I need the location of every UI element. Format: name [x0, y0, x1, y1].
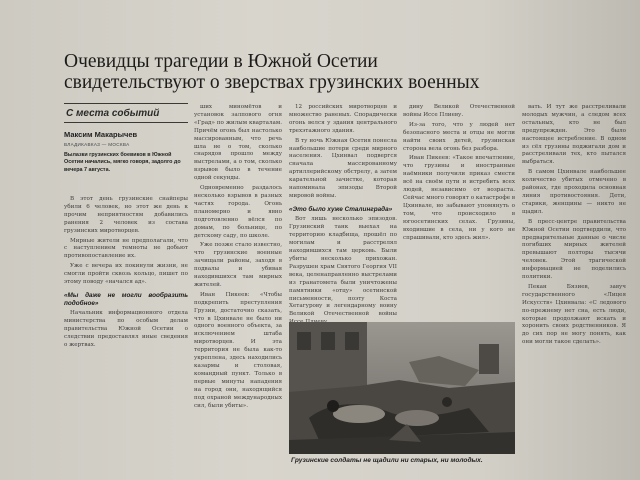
- paragraph: вать. И тут же расстреливали молодых мужчин, а следом всех остальных, кто не был предупрежден. Это было настоящее истребление. В одном из сёл грузины поджигали дом и расстреливали тех, кто пытался выбраться.: [522, 104, 626, 166]
- rule-top: [64, 103, 188, 104]
- paragraph: В самом Цхинвале наибольшее количество убитых отмечено в районах, где проходила основная линия противостояния. Дети, старики, женщины — никто не щадил.: [522, 169, 626, 215]
- column-1: [64, 196, 188, 480]
- author-name: Максим Макарычев: [64, 130, 138, 139]
- paragraph: Мирные жители не предполагали, что с наступлением темноты не добьют противопоставление их.: [64, 237, 188, 260]
- paragraph: Одновременно раздалось несколько взрывов в разных частях города. Огонь планомерно и явно подготовленно вёлся по домам, по больнице, по детскому саду, по школе.: [194, 185, 282, 239]
- paragraph: Уже позже стало известно, что грузинские военные зачищали районы, заходя в подвалы и убивая находившихся там мирных жителей.: [194, 242, 282, 288]
- column-3: [289, 104, 397, 318]
- paragraph: Уже с вечера их покинули жизни, не смогли пройти сквозь кольцо, пишет по этому поводу «начался ад».: [64, 263, 188, 286]
- column-4: [403, 104, 515, 318]
- paragraph: Вот лишь несколько эпизодов. Грузинский танк выехал на территорию кладбища, прошёл по могилам и расстрелял находившихся там церковь. Были убиты несколько прихожан. Разрушен храм Святого Георгия VII века, целенаправленно выстрелами из гранатомета были уничтожены памятники «отцу» осетинской письменности, поэту Коста Хетагурову и легендарному воину Великой Отечественной войны: [289, 216, 397, 318]
- paragraph: ших миномётов и установок залпового огня «Град» по жилым кварталам. Причём огонь был настолько массированным, что речь шла не о том, сколько снарядов прошло между выстрелами, а о том, сколько взрывов было в течение одной секунды.: [194, 104, 282, 182]
- paragraph: В пресс-центре правительства Южной Осетии подтвердили, что предварительные данные о числе погибших мирных жителей превышают полторы тысячи человек. Этой трагической информацией не поделились политики.: [522, 218, 626, 281]
- photo-caption: Грузинские солдаты не щадили ни старых, ни молодых.: [291, 457, 483, 464]
- paragraph: Иван Пикеев: «Такое впечатление, что грузины и иностранные наёмники получили приказ смести всё на своём пути и истребить всех людей, независимо от возраста. Сейчас много говорят о катастрофе в Цхинвале, но забывают упомянуть о том, что происходило в югоосетинских селах. Грузины, входившие в села, ни у кого не спрашивали, кто здесь жил».: [403, 155, 515, 241]
- column-5: [522, 104, 626, 480]
- paragraph: Иван Пикеев: «Чтобы подкрепить преступления Грузии, достаточно сказать, что в Цхинвале не было ни одного военного объекта, за исключением штаба миротворцев. И эта территория не была как-то укреплена, здесь находились казармы и столовая, командный пункт. Только в первые минуты нападения на город они, находящийся под охраной международных сил, были убиты».: [194, 291, 282, 409]
- paragraph: В ту ночь Южная Осетия понесла наибольшие потери среди мирного населения. Цхинвал подвергся сначала массированному артиллерийскому обстрелу, а затем карательной зачистке, которая напоминала эпизоды Второй мировой войны.: [289, 137, 397, 199]
- subheading: «Это было хуже Сталинграда»: [289, 205, 393, 213]
- article-headline: Очевидцы трагедии в Южной Осетии свидетельствуют о зверствах грузинских военных: [64, 51, 480, 93]
- paragraph: дину Великой Отечественной войны Иссе Плиеву.: [403, 104, 515, 118]
- paragraph: Из-за того, что у людей нет безопасного места и отцы не могли найти своих детей, грузинская сторона вела огонь без разбора.: [403, 121, 515, 152]
- column-2: [194, 104, 282, 480]
- photo-illustration: [289, 322, 515, 454]
- rubric-label: С места событий: [66, 108, 160, 119]
- article-lead: Вылазки грузинских боевиков в Южной Осетии начались, мягко говоря, задолго до вечера 7 августа.: [64, 152, 181, 173]
- rule-bottom: [64, 122, 188, 123]
- subheading: «Мы даже не могли вообразить подобное»: [64, 291, 188, 307]
- paragraph: 12 российских миротворцев и множество раненых. Спорадически огонь велся у здания центрального трехэтажного здания.: [289, 104, 397, 134]
- author-location: ВЛАДИКАВКАЗ — МОСКВА: [64, 142, 130, 147]
- paragraph: Начальник информационного отдела министерства по особым делам правительства Южной Осетии о следствии предоставлял иные сведения о жертвах.: [64, 310, 188, 348]
- paragraph: Пекан Бязиев, завуч государственного «Лицея Искусств» Цхинвала: «С ледового по-прежнему нет сна, есть люди, которые продолжают искать и хоронить своих родственников. Я до сих пор не могу понять, как они могли такое сделать».: [522, 283, 626, 346]
- paragraph: В этот день грузинские снайперы убили 6 человек, но этот же день к прочим неприятностям добавились ранения 2 человек из состава грузинских миротворцев.: [64, 196, 188, 234]
- news-photo: [289, 322, 515, 454]
